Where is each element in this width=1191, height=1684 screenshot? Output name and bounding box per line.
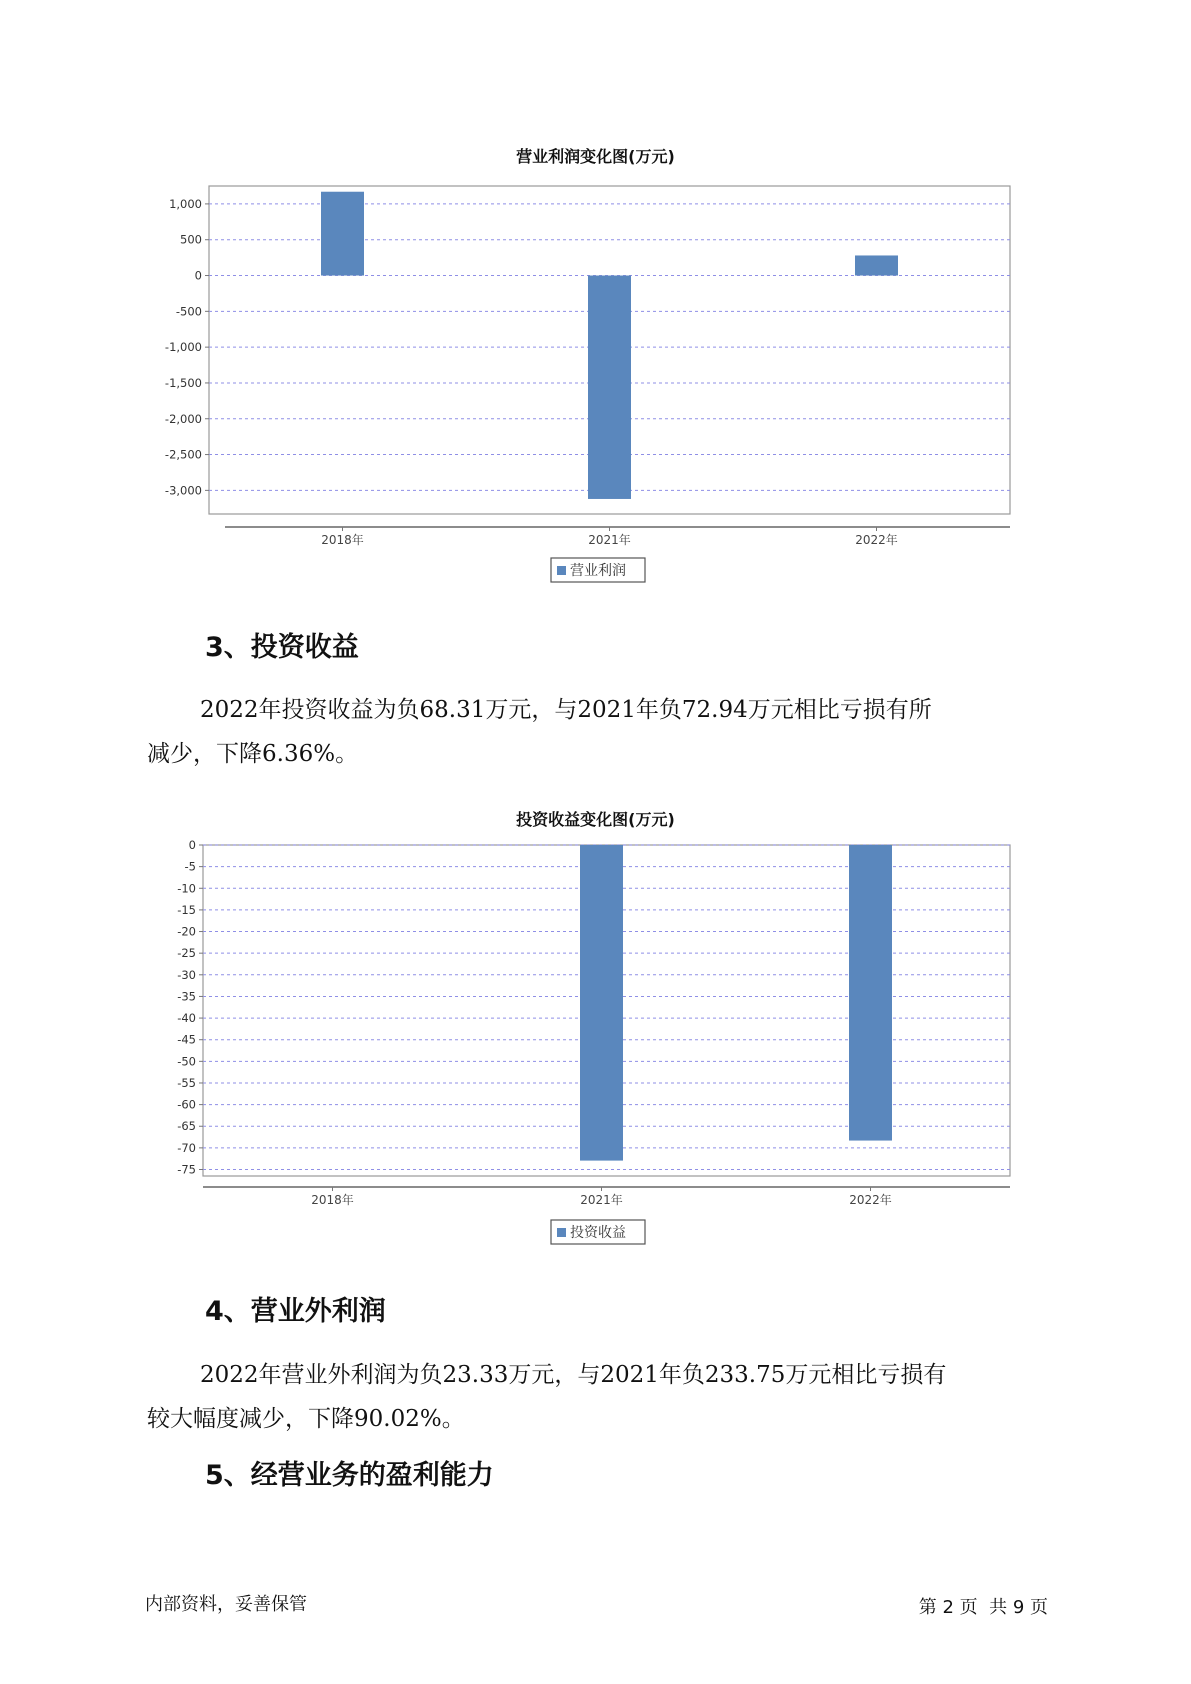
- section-heading-core-profitability: 5、经营业务的盈利能力: [205, 1460, 494, 1491]
- x-tick-label: 2018年: [321, 533, 364, 547]
- y-tick-label: -5: [184, 859, 196, 874]
- y-tick-label: -25: [177, 946, 196, 961]
- paragraph-line: 减少，下降6.36%。: [147, 741, 359, 767]
- chart1-title: 营业利润变化图(万元): [516, 147, 675, 166]
- chart2-title: 投资收益变化图(万元): [516, 810, 675, 829]
- bar-2021年: [580, 845, 623, 1161]
- y-tick-label: -50: [177, 1054, 196, 1069]
- footer-confidential-note: 内部资料，妥善保管: [145, 1594, 307, 1615]
- x-tick-label: 2018年: [311, 1193, 354, 1207]
- y-tick-label: 500: [180, 232, 202, 247]
- y-tick-label: -60: [177, 1097, 196, 1112]
- y-tick-label: 0: [188, 838, 196, 852]
- footer-page-number: 第 2 页 共 9 页: [918, 1597, 1048, 1618]
- y-tick-label: -70: [177, 1140, 196, 1155]
- legend-label: 投资收益: [570, 1225, 626, 1241]
- legend-swatch: [557, 1228, 566, 1237]
- paragraph-line: 较大幅度减少，下降90.02%。: [147, 1406, 465, 1432]
- section-heading-non-operating-profit: 4、营业外利润: [205, 1296, 386, 1327]
- y-tick-label: -2,000: [164, 411, 202, 426]
- section-heading-investment-income: 3、投资收益: [205, 632, 359, 663]
- y-tick-label: -55: [177, 1075, 196, 1090]
- y-tick-label: -3,000: [164, 483, 202, 498]
- y-tick-label: -35: [177, 989, 196, 1004]
- paragraph-line: 2022年投资收益为负68.31万元，与2021年负72.94万元相比亏损有所: [200, 697, 932, 723]
- bar-2022年: [849, 845, 892, 1141]
- paragraph-line: 2022年营业外利润为负23.33万元，与2021年负233.75万元相比亏损有: [200, 1362, 947, 1388]
- y-tick-label: 1,000: [169, 196, 202, 211]
- x-tick-label: 2022年: [849, 1193, 892, 1207]
- y-tick-label: -1,000: [164, 340, 202, 355]
- y-tick-label: -2,500: [164, 447, 202, 462]
- x-tick-label: 2022年: [855, 533, 898, 547]
- y-tick-label: 0: [194, 268, 202, 283]
- y-tick-label: -500: [175, 304, 202, 319]
- legend: [551, 1220, 645, 1244]
- y-tick-label: -15: [177, 902, 196, 917]
- y-tick-label: -45: [177, 1032, 196, 1047]
- y-tick-label: -75: [177, 1162, 196, 1177]
- paragraph-non-operating-profit: [147, 1353, 1052, 1441]
- y-tick-label: -10: [177, 881, 196, 896]
- y-tick-label: -1,500: [164, 375, 202, 390]
- y-tick-label: -65: [177, 1119, 196, 1134]
- legend-label: 营业利润: [570, 563, 626, 579]
- y-tick-label: -40: [177, 1011, 196, 1026]
- y-tick-label: -20: [177, 924, 196, 939]
- y-tick-label: -30: [177, 967, 196, 982]
- x-tick-label: 2021年: [588, 533, 631, 547]
- x-tick-label: 2021年: [580, 1193, 623, 1207]
